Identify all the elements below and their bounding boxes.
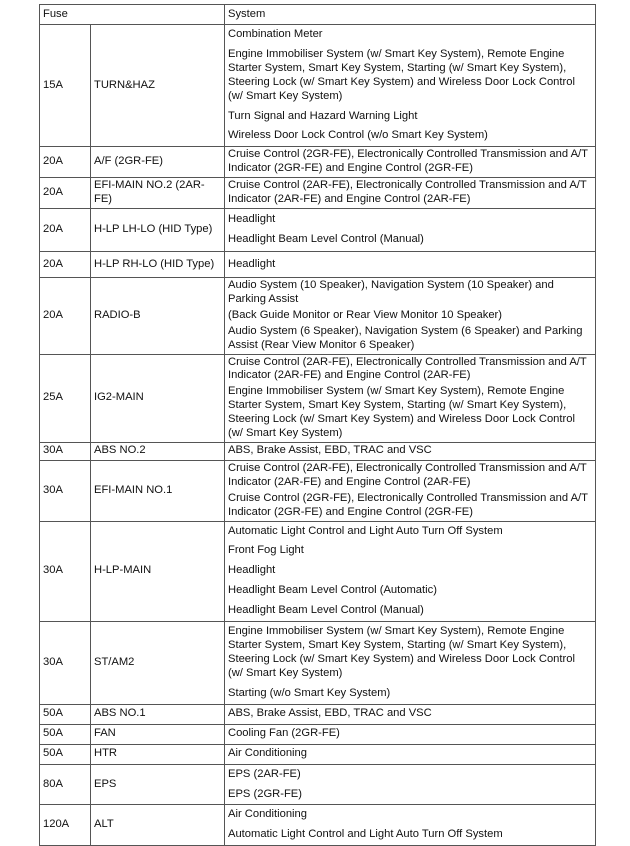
table-row — [40, 442, 596, 460]
table-row — [40, 178, 596, 209]
fuse-name: IG2-MAIN — [91, 354, 225, 442]
fuse-amperage: 50A — [40, 704, 91, 724]
fuse-name: TURN&HAZ — [91, 25, 225, 147]
fuse-amperage: 15A — [40, 25, 91, 147]
table-row — [40, 704, 596, 724]
fuse-systems — [225, 460, 596, 521]
system-entry: EPS (2AR-FE) — [228, 767, 301, 780]
fuse-amperage: 120A — [40, 805, 91, 846]
system-entry: Air Conditioning — [228, 747, 307, 760]
system-entry: Combination Meter — [228, 28, 323, 40]
table-row — [40, 764, 596, 805]
fuse-systems — [225, 354, 596, 442]
system-entry: Automatic Light Control and Light Auto Turn Off System — [228, 828, 503, 841]
system-entry: EPS (2GR-FE) — [228, 787, 302, 800]
system-entry: Air Conditioning — [228, 808, 307, 821]
fuse-amperage: 30A — [40, 442, 91, 460]
fuse-table — [39, 4, 596, 846]
fuse-name: ALT — [91, 805, 225, 846]
fuse-amperage: 30A — [40, 521, 91, 622]
system-entry: Headlight Beam Level Control (Manual) — [228, 232, 424, 245]
fuse-name: ABS NO.1 — [91, 704, 225, 724]
system-entry: Engine Immobiliser System (w/ Smart Key System), Remote Engine Starter System, Smart Key System, Starting (w/ Smart Key System), Steering Lock (w/ Smart Key System) and Wireless Door Lock Control (w/ Smart Key System) — [228, 47, 575, 102]
table-row — [40, 251, 596, 277]
fuse-name: EFI-MAIN NO.1 — [91, 460, 225, 521]
system-entry: Audio System (6 Speaker), Navigation System (6 Speaker) and Parking Assist (Rear View Monitor 6 Speaker) — [228, 324, 583, 351]
fuse-amperage: 20A — [40, 178, 91, 209]
system-entry: Headlight — [228, 257, 276, 270]
fuse-systems — [225, 25, 596, 147]
fuse-name: H-LP-MAIN — [91, 521, 225, 622]
fuse-amperage: 80A — [40, 764, 91, 805]
fuse-amperage: 30A — [40, 622, 91, 705]
table-row — [40, 354, 596, 442]
system-entry: Cruise Control (2GR-FE), Electronically Controlled Transmission and A/T Indicator (2GR-FE) and Engine Control (2GR-FE) — [228, 148, 588, 175]
system-entry: Wireless Door Lock Control (w/o Smart Key System) — [228, 129, 488, 142]
fuse-name: RADIO-B — [91, 277, 225, 354]
fuse-amperage: 30A — [40, 460, 91, 521]
fuse-systems — [225, 744, 596, 764]
fuse-amperage: 50A — [40, 744, 91, 764]
system-entry: Headlight — [228, 213, 276, 226]
system-entry: Automatic Light Control and Light Auto Turn Off System — [228, 524, 503, 537]
fuse-systems — [225, 724, 596, 744]
table-row — [40, 744, 596, 764]
system-entry: Cruise Control (2GR-FE), Electronically Controlled Transmission and A/T Indicator (2GR-FE) and Engine Control (2GR-FE) — [228, 491, 588, 518]
fuse-table-body — [40, 25, 596, 846]
table-row — [40, 805, 596, 846]
fuse-systems — [225, 147, 596, 178]
table-row — [40, 208, 596, 251]
fuse-name: HTR — [91, 744, 225, 764]
fuse-name: H-LP LH-LO (HID Type) — [91, 208, 225, 251]
system-entry: Front Fog Light — [228, 544, 304, 557]
fuse-systems — [225, 622, 596, 705]
fuse-systems — [225, 805, 596, 846]
system-entry: Cruise Control (2AR-FE), Electronically Controlled Transmission and A/T Indicator (2AR-FE) and Engine Control (2AR-FE) — [228, 355, 587, 382]
fuse-systems — [225, 277, 596, 354]
fuse-name: ST/AM2 — [91, 622, 225, 705]
fuse-name: FAN — [91, 724, 225, 744]
fuse-systems — [225, 442, 596, 460]
system-entry: Starting (w/o Smart Key System) — [228, 686, 391, 699]
system-entry: Turn Signal and Hazard Warning Light — [228, 109, 418, 122]
fuse-systems — [225, 764, 596, 805]
system-entry: Engine Immobiliser System (w/ Smart Key System), Remote Engine Starter System, Smart Key System, Starting (w/ Smart Key System), Steering Lock (w/ Smart Key System) and Wireless Door Lock Control (w/ Smart Key System) — [228, 625, 575, 679]
fuse-systems — [225, 178, 596, 209]
table-row — [40, 622, 596, 705]
fuse-name: A/F (2GR-FE) — [91, 147, 225, 178]
system-entry: ABS, Brake Assist, EBD, TRAC and VSC — [228, 707, 432, 720]
table-row — [40, 724, 596, 744]
header-fuse: Fuse — [40, 5, 225, 25]
table-row — [40, 460, 596, 521]
fuse-name: ABS NO.2 — [91, 442, 225, 460]
header-system: System — [225, 5, 596, 25]
table-row — [40, 25, 596, 147]
system-entry: ABS, Brake Assist, EBD, TRAC and VSC — [228, 444, 432, 457]
system-entry: Cruise Control (2AR-FE), Electronically Controlled Transmission and A/T Indicator (2AR-FE) and Engine Control (2AR-FE) — [228, 179, 587, 206]
header-row — [40, 5, 596, 25]
fuse-amperage: 20A — [40, 277, 91, 354]
fuse-amperage: 25A — [40, 354, 91, 442]
fuse-name: EFI-MAIN NO.2 (2AR-FE) — [91, 178, 225, 209]
fuse-name: EPS — [91, 764, 225, 805]
fuse-amperage: 50A — [40, 724, 91, 744]
fuse-amperage: 20A — [40, 251, 91, 277]
fuse-systems — [225, 521, 596, 622]
fuse-systems — [225, 208, 596, 251]
fuse-amperage: 20A — [40, 147, 91, 178]
system-entry: Headlight Beam Level Control (Manual) — [228, 604, 424, 617]
table-row — [40, 147, 596, 178]
fuse-systems — [225, 704, 596, 724]
table-row — [40, 521, 596, 622]
fuse-name: H-LP RH-LO (HID Type) — [91, 251, 225, 277]
system-entry: Headlight — [228, 564, 276, 577]
system-entry: Headlight Beam Level Control (Automatic) — [228, 584, 437, 597]
system-entry: Audio System (10 Speaker), Navigation System (10 Speaker) and Parking Assist — [228, 278, 554, 305]
fuse-amperage: 20A — [40, 208, 91, 251]
fuse-systems — [225, 251, 596, 277]
system-entry: Cooling Fan (2GR-FE) — [228, 727, 340, 740]
system-entry: Engine Immobiliser System (w/ Smart Key System), Remote Engine Starter System, Smart Key System, Starting (w/ Smart Key System), Steering Lock (w/ Smart Key System) and Wireless Door Lock Control (w/ Smart Key System) — [228, 385, 575, 440]
system-entry: Cruise Control (2AR-FE), Electronically Controlled Transmission and A/T Indicator (2AR-FE) and Engine Control (2AR-FE) — [228, 461, 587, 488]
system-entry: (Back Guide Monitor or Rear View Monitor 10 Speaker) — [228, 308, 503, 321]
table-row — [40, 277, 596, 354]
